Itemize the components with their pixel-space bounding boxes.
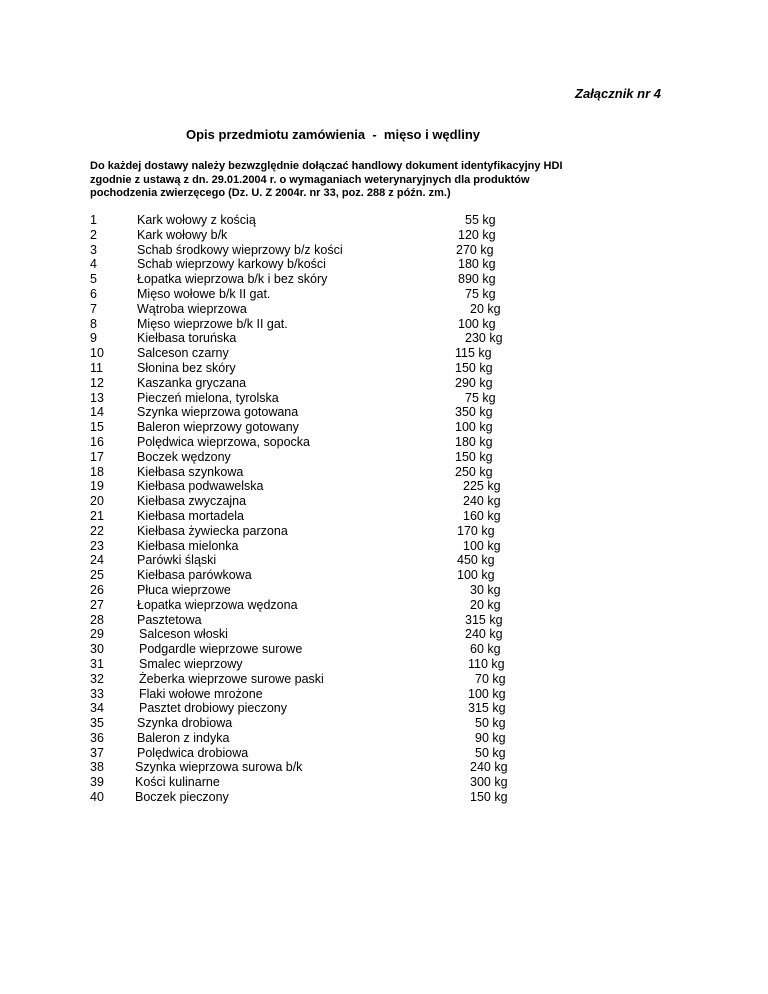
item-quantity: 450 kg xyxy=(457,553,495,568)
item-quantity: 50 kg xyxy=(475,716,506,731)
attachment-label: Załącznik nr 4 xyxy=(575,86,661,101)
item-name: Kiełbasa toruńska xyxy=(137,331,237,346)
item-name: Łopatka wieprzowa wędzona xyxy=(137,597,298,612)
item-number: 11 xyxy=(90,360,103,375)
item-name: Baleron z indyka xyxy=(137,730,230,745)
item-name: Mięso wołowe b/k II gat. xyxy=(137,286,271,301)
item-name: Salceson czarny xyxy=(137,346,229,361)
item-quantity: 315 kg xyxy=(468,701,506,716)
item-name: Szynka wieprzowa gotowana xyxy=(137,405,299,420)
item-name: Wątroba wieprzowa xyxy=(137,301,247,316)
item-number: 37 xyxy=(90,745,104,760)
item-name: Smalec wieprzowy xyxy=(139,656,243,671)
item-quantity: 230 kg xyxy=(465,331,503,346)
intro-line: zgodnie z ustawą z dn. 29.01.2004 r. o wymaganiach weterynaryjnych dla produktów xyxy=(90,173,530,186)
item-name: Flaki wołowe mrożone xyxy=(139,686,263,701)
item-number: 15 xyxy=(90,420,104,435)
item-quantity: 115 kg xyxy=(455,346,492,361)
item-quantity: 100 kg xyxy=(457,568,495,583)
item-name: Kości kulinarne xyxy=(135,775,220,790)
item-name: Salceson włoski xyxy=(139,627,228,642)
item-number: 33 xyxy=(90,686,104,701)
item-number: 34 xyxy=(90,701,104,716)
item-number: 8 xyxy=(90,316,97,331)
item-number: 16 xyxy=(90,434,104,449)
item-number: 2 xyxy=(90,227,97,242)
item-number: 12 xyxy=(90,375,104,390)
item-quantity: 170 kg xyxy=(457,523,495,538)
item-name: Szynka drobiowa xyxy=(137,716,233,731)
item-quantity: 20 kg xyxy=(470,597,501,612)
item-name: Kiełbasa podwawelska xyxy=(137,479,264,494)
item-quantity: 110 kg xyxy=(468,656,505,671)
item-name: Baleron wieprzowy gotowany xyxy=(137,420,299,435)
item-number: 40 xyxy=(90,790,104,805)
item-quantity: 315 kg xyxy=(465,612,503,627)
intro-paragraph xyxy=(90,160,650,201)
item-name: Kiełbasa parówkowa xyxy=(137,568,252,583)
item-name: Kiełbasa mielonka xyxy=(137,538,239,553)
item-quantity: 75 kg xyxy=(465,286,496,301)
item-quantity: 180 kg xyxy=(455,434,493,449)
item-name: Boczek wędzony xyxy=(137,449,231,464)
item-number: 26 xyxy=(90,582,104,597)
item-name: Kiełbasa zwyczajna xyxy=(137,494,247,509)
item-quantity: 150 kg xyxy=(455,360,493,375)
item-number: 20 xyxy=(90,494,104,509)
item-name: Kaszanka gryczana xyxy=(137,375,247,390)
item-quantity: 300 kg xyxy=(470,775,508,790)
item-quantity: 350 kg xyxy=(455,405,493,420)
item-name: Polędwica drobiowa xyxy=(137,745,249,760)
item-quantity: 120 kg xyxy=(458,227,496,242)
item-name: Pasztetowa xyxy=(137,612,202,627)
item-name: Schab środkowy wieprzowy b/z kości xyxy=(137,242,343,257)
item-number: 21 xyxy=(90,508,104,523)
item-number: 3 xyxy=(90,242,97,257)
item-number: 18 xyxy=(90,464,104,479)
item-number: 30 xyxy=(90,642,104,657)
item-number: 19 xyxy=(90,479,104,494)
item-quantity: 100 kg xyxy=(458,316,496,331)
item-number: 39 xyxy=(90,775,104,790)
item-quantity: 30 kg xyxy=(470,582,501,597)
intro-line: pochodzenia zwierzęcego (Dz. U. Z 2004r. nr 33, poz. 288 z późn. zm.) xyxy=(90,187,451,199)
item-quantity: 100 kg xyxy=(455,420,493,435)
item-number: 1 xyxy=(90,213,97,227)
item-quantity: 890 kg xyxy=(458,272,496,287)
item-name: Schab wieprzowy karkowy b/kości xyxy=(137,257,326,272)
item-quantity: 55 kg xyxy=(465,213,496,227)
item-name: Kiełbasa żywiecka parzona xyxy=(137,523,288,538)
item-quantity: 240 kg xyxy=(470,760,508,775)
item-number: 28 xyxy=(90,612,104,627)
item-name: Kark wołowy z kością xyxy=(137,213,256,227)
item-number: 13 xyxy=(90,390,104,405)
item-quantity: 240 kg xyxy=(465,627,503,642)
item-name: Kiełbasa szynkowa xyxy=(137,464,244,479)
item-quantity: 290 kg xyxy=(455,375,493,390)
item-quantity: 90 kg xyxy=(475,730,506,745)
item-quantity: 270 kg xyxy=(456,242,494,257)
item-number: 4 xyxy=(90,257,97,272)
item-name: Pieczeń mielona, tyrolska xyxy=(137,390,279,405)
item-name: Polędwica wieprzowa, sopocka xyxy=(137,434,311,449)
item-number: 31 xyxy=(90,656,104,671)
item-number: 38 xyxy=(90,760,104,775)
item-name: Mięso wieprzowe b/k II gat. xyxy=(137,316,288,331)
item-quantity: 20 kg xyxy=(470,301,501,316)
item-quantity: 60 kg xyxy=(470,642,501,657)
item-number: 24 xyxy=(90,553,104,568)
item-name: Szynka wieprzowa surowa b/k xyxy=(135,760,303,775)
item-name: Kark wołowy b/k xyxy=(137,227,228,242)
item-name: Pasztet drobiowy pieczony xyxy=(139,701,287,716)
item-name: Boczek pieczony xyxy=(135,790,229,805)
item-number: 25 xyxy=(90,568,104,583)
item-name: Parówki śląski xyxy=(137,553,217,568)
item-number: 27 xyxy=(90,597,104,612)
item-number: 17 xyxy=(90,449,104,464)
item-quantity: 240 kg xyxy=(463,494,501,509)
item-number: 32 xyxy=(90,671,104,686)
item-number: 22 xyxy=(90,523,104,538)
intro-line: Do każdej dostawy należy bezwzględnie dołączać handlowy dokument identyfikacyjny HDI xyxy=(90,160,563,172)
item-quantity: 50 kg xyxy=(475,745,506,760)
item-number: 29 xyxy=(90,627,104,642)
item-quantity: 150 kg xyxy=(455,449,493,464)
item-quantity: 100 kg xyxy=(468,686,506,701)
item-number: 35 xyxy=(90,716,104,731)
item-number: 23 xyxy=(90,538,104,553)
item-number: 6 xyxy=(90,286,97,301)
item-quantity: 250 kg xyxy=(455,464,493,479)
item-number: 36 xyxy=(90,730,104,745)
item-quantity: 180 kg xyxy=(458,257,496,272)
item-quantity: 75 kg xyxy=(465,390,496,405)
document-title: Opis przedmiotu zamówienia - mięso i wędliny xyxy=(186,127,480,142)
item-quantity: 100 kg xyxy=(463,538,501,553)
item-name: Podgardle wieprzowe surowe xyxy=(139,642,303,657)
item-name: Słonina bez skóry xyxy=(137,360,236,375)
item-number: 7 xyxy=(90,301,97,316)
item-quantity: 150 kg xyxy=(470,790,508,805)
item-quantity: 70 kg xyxy=(475,671,506,686)
item-quantity: 160 kg xyxy=(463,508,501,523)
item-name: Żeberka wieprzowe surowe paski xyxy=(139,671,324,686)
item-quantity: 225 kg xyxy=(463,479,501,494)
item-name: Płuca wieprzowe xyxy=(137,582,231,597)
item-name: Łopatka wieprzowa b/k i bez skóry xyxy=(137,272,328,287)
item-number: 9 xyxy=(90,331,97,346)
item-name: Kiełbasa mortadela xyxy=(137,508,245,523)
item-number: 10 xyxy=(90,346,104,361)
item-number: 14 xyxy=(90,405,104,420)
item-number: 5 xyxy=(90,272,97,287)
